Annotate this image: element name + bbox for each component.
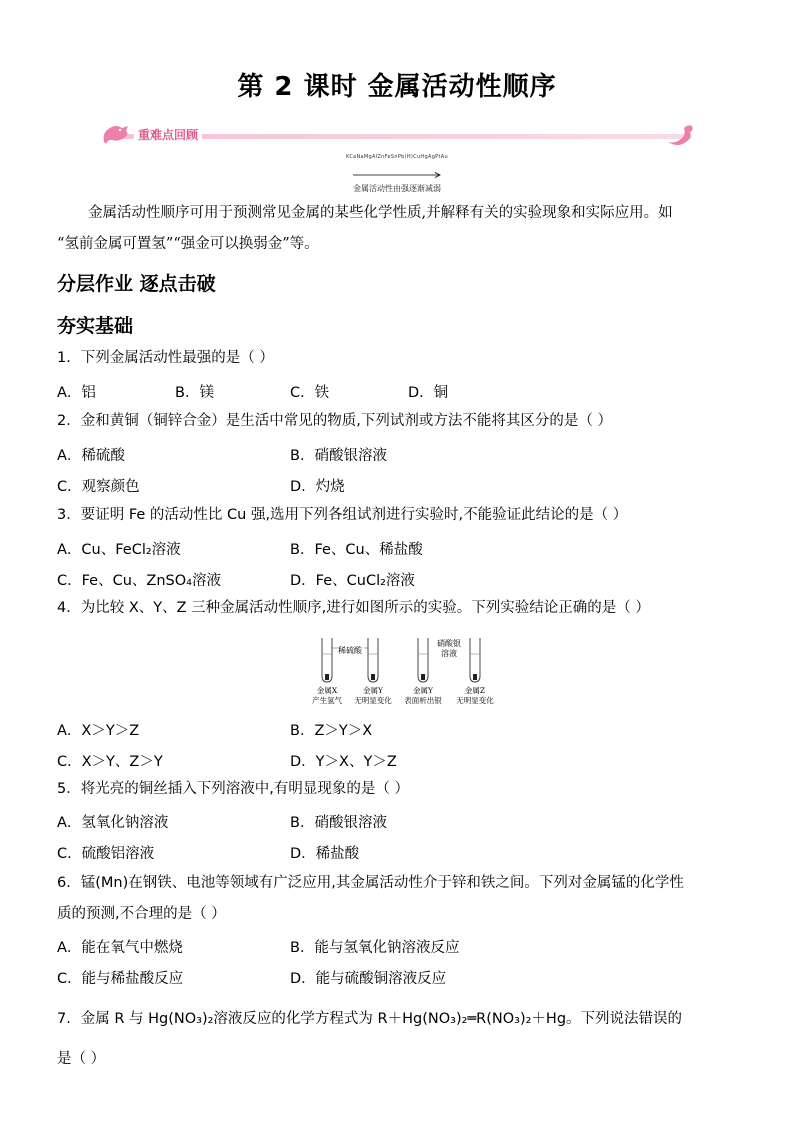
sequence-arrow: [0, 164, 794, 183]
q3-option-a[interactable]: A．Cu、FeCl₂溶液: [57, 542, 181, 558]
q6-option-b[interactable]: B．能与氢氧化钠溶液反应: [290, 940, 460, 956]
q1-option-d[interactable]: D．铜: [408, 385, 449, 401]
q7-stem-line-1: 7．金属 R 与 Hg(NO₃)₂溶液反应的化学方程式为 R＋Hg(NO₃)₂═R(NO₃)₂＋Hg。下列说法错误的: [57, 1011, 683, 1027]
q3-option-c[interactable]: C．Fe、Cu、ZnSO₄溶液: [57, 573, 221, 589]
tube-label-metal: 金属Y: [363, 686, 383, 695]
intro-line-2: “氢前金属可置氢”“强金可以换弱金”等。: [57, 236, 319, 252]
tube-label-metal: 金属X: [316, 686, 338, 695]
reagent-label-1: 稀硫酸: [338, 646, 362, 655]
section-heading-layered: 分层作业 逐点击破: [57, 273, 216, 295]
q4-stem: 4．为比较 X、Y、Z 三种金属活动性顺序,进行如图所示的实验。下列实验结论正确的是（ ）: [57, 600, 650, 616]
intro-line-1: 金属活动性顺序可用于预测常见金属的某些化学性质,并解释有关的实验现象和实际应用。如: [88, 205, 673, 221]
q3-stem: 3．要证明 Fe 的活动性比 Cu 强,选用下列各组试剂进行实验时,不能验证此结论的是（ ）: [57, 507, 628, 523]
q6-stem-line-2: 质的预测,不合理的是（ ）: [57, 906, 226, 922]
q4-option-c[interactable]: C．X＞Y、Z＞Y: [57, 754, 163, 770]
q2-option-d[interactable]: D．灼烧: [290, 479, 345, 495]
q3-option-d[interactable]: D．Fe、CuCl₂溶液: [290, 573, 415, 589]
q5-option-c[interactable]: C．硫酸铝溶液: [57, 846, 155, 862]
q2-option-b[interactable]: B．硝酸银溶液: [290, 448, 387, 464]
q1-option-c[interactable]: C．铁: [290, 385, 330, 401]
sequence-caption: 金属活动性由强逐渐减弱: [353, 184, 441, 193]
tube-label-result: 无明显变化: [456, 696, 494, 705]
q2-stem: 2．金和黄铜（铜锌合金）是生活中常见的物质,下列试剂或方法不能将其区分的是（ ）: [57, 413, 612, 429]
section-heading-basics: 夯实基础: [57, 315, 134, 337]
activity-sequence: KCaNaMgAlZnFeSnPb(H)CuHgAgPtAu: [346, 154, 448, 160]
q5-option-d[interactable]: D．稀盐酸: [290, 846, 360, 862]
tube-label-result: 无明显变化: [354, 696, 392, 705]
q3-option-b[interactable]: B．Fe、Cu、稀盐酸: [290, 542, 423, 558]
reagent-label-2a: 硝酸银: [437, 639, 461, 648]
q2-option-a[interactable]: A．稀硫酸: [57, 448, 125, 464]
q6-option-c[interactable]: C．能与稀盐酸反应: [57, 971, 184, 987]
lesson-title: 第 2 课时 金属活动性顺序: [237, 72, 557, 102]
q5-option-b[interactable]: B．硝酸银溶液: [290, 815, 387, 831]
test-tube-y1: [368, 638, 378, 682]
q1-option-a[interactable]: A．铝: [57, 385, 96, 401]
tube-label-result: 表面析出银: [404, 696, 442, 705]
q4-option-b[interactable]: B．Z＞Y＞X: [290, 723, 373, 739]
q5-stem: 5．将光亮的铜丝插入下列溶液中,有明显现象的是（ ）: [57, 781, 409, 797]
q4-option-d[interactable]: D．Y＞X、Y＞Z: [290, 754, 397, 770]
q1-option-b[interactable]: B．镁: [175, 385, 214, 401]
reagent-label-2b: 溶液: [441, 649, 457, 658]
q1-stem: 1．下列金属活动性最强的是（ ）: [57, 350, 274, 366]
q6-option-d[interactable]: D．能与硫酸铜溶液反应: [290, 971, 447, 987]
q5-option-a[interactable]: A．氢氧化钠溶液: [57, 815, 169, 831]
review-banner: [100, 122, 696, 148]
arrow-right-icon: [347, 171, 447, 179]
dragon-left-icon: [100, 122, 134, 148]
q6-stem-line-1: 6．锰(Mn)在钢铁、电池等领域有广泛应用,其金属活动性介于锌和铁之间。下列对金属锰的化学性: [57, 875, 684, 891]
dragon-right-icon: [666, 122, 696, 148]
q7-stem-line-2: 是（ ）: [57, 1051, 106, 1067]
tube-label-result: 产生氢气: [312, 696, 342, 705]
tube-label-metal: 金属Y: [413, 686, 433, 695]
q6-option-a[interactable]: A．能在氧气中燃烧: [57, 940, 183, 956]
q2-option-c[interactable]: C．观察颜色: [57, 479, 140, 495]
test-tube-y2: [418, 638, 428, 682]
test-tube-z: [470, 638, 480, 682]
test-tube-x: [322, 638, 332, 682]
tube-label-metal: 金属Z: [464, 686, 486, 695]
q4-experiment-figure: [308, 632, 498, 708]
banner-label: 重难点回顾: [134, 126, 202, 143]
q4-option-a[interactable]: A．X＞Y＞Z: [57, 723, 140, 739]
